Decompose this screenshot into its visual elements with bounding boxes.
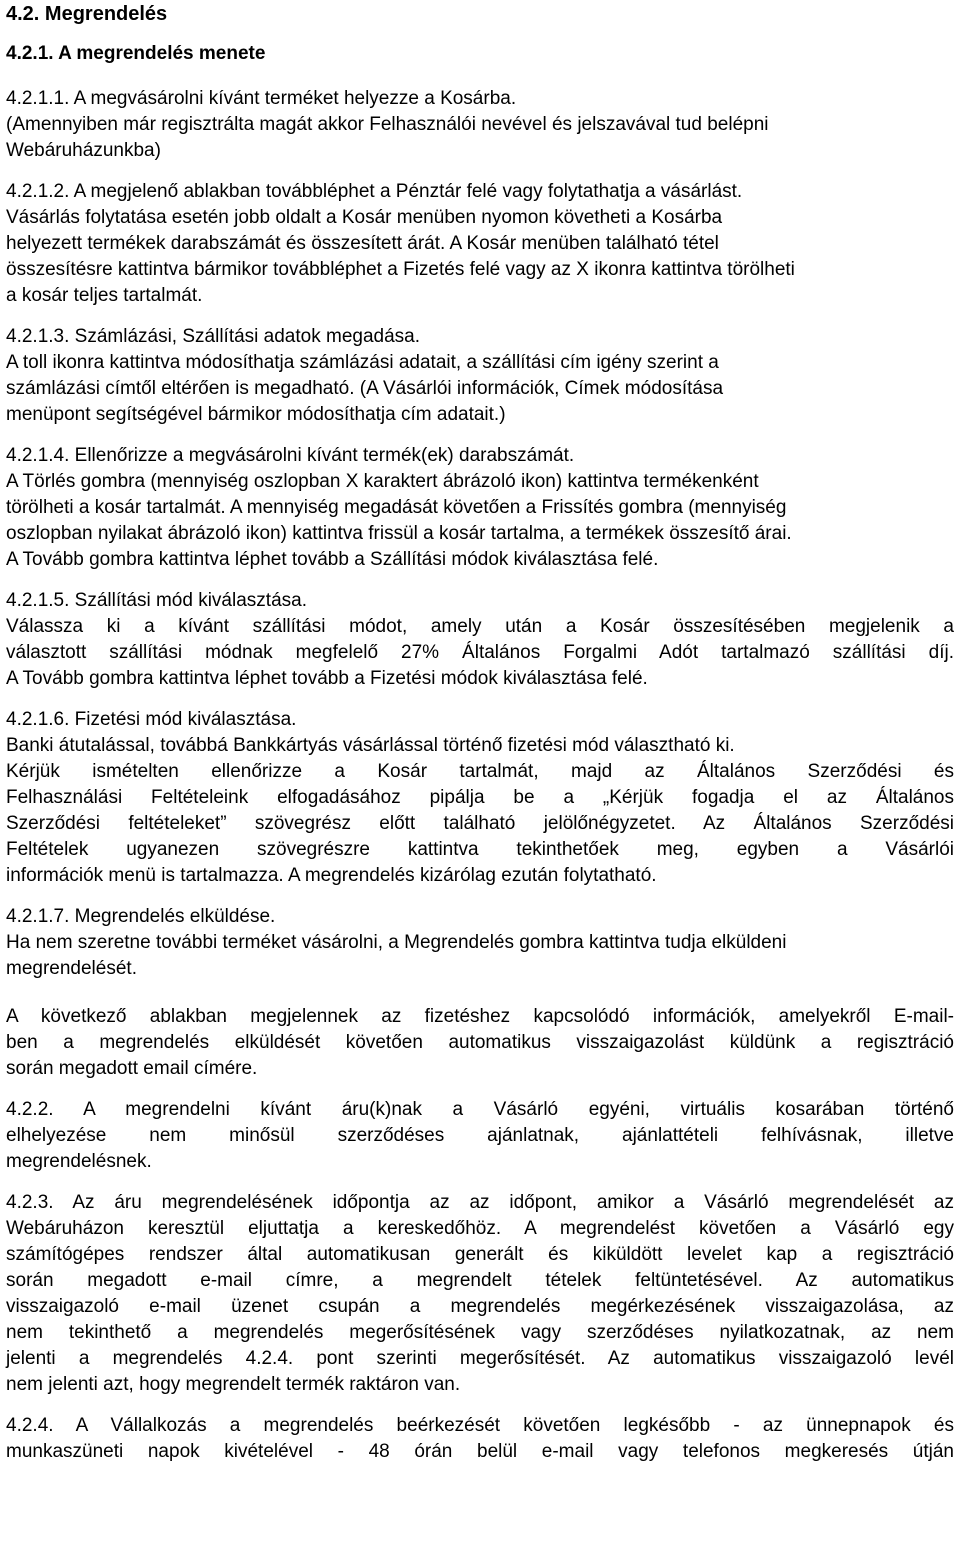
paragraph-line: számlázási címtől eltérően is megadható. (A Vásárlói információk, Címek módosítása [6,378,724,399]
paragraph-4-2-2 [6,1097,954,1175]
paragraph-line: során megadott e-mail címre, a megrendelt tételek feltüntetésével. Az automatikus [6,1270,954,1291]
paragraph-line: Szerződési feltételeket” szövegrész előtt található jelölőnégyzetet. Az Általános Szerződési [6,813,954,834]
paragraph-line: Banki átutalással, továbbá Bankkártyás vásárlással történő fizetési mód választható ki. [6,735,735,756]
paragraph-4-2-1-2 [6,179,954,309]
paragraph-line: törölheti a kosár tartalmát. A mennyiség megadását követően a Frissítés gombra (mennyiség [6,497,787,518]
paragraph-line: Felhasználási Feltételeink elfogadásához pipálja be a „Kérjük fogadja el az Általános [6,787,954,808]
paragraph-line: 4.2.1.4. Ellenőrizze a megvásárolni kívánt termék(ek) darabszámát. [6,445,575,466]
paragraph-line: Kérjük ismételten ellenőrizze a Kosár tartalmát, majd az Általános Szerződési és [6,761,954,782]
paragraph-line: elhelyezése nem minősül szerződéses ajánlatnak, ajánlattételi felhívásnak, illetve [6,1125,954,1146]
paragraph-4-2-1-6 [6,707,954,889]
paragraph-line: A következő ablakban megjelennek az fizetéshez kapcsolódó információk, amelyekről E-mail- [6,1006,954,1027]
paragraph-line: jelenti a megrendelés 4.2.4. pont szerinti megerősítését. Az automatikus visszaigazoló levél [6,1348,954,1369]
paragraph-line: 4.2.1.2. A megjelenő ablakban továbbléphet a Pénztár felé vagy folytathatja a vásárlást. [6,181,743,202]
paragraph-line: A Tovább gombra kattintva léphet tovább a Szállítási módok kiválasztása felé. [6,549,659,570]
paragraph-line: nem tekinthető a megrendelés megerősítésének vagy szerződéses nyilatkozatnak, az nem [6,1322,954,1343]
paragraph-line: 4.2.2. A megrendelni kívánt áru(k)nak a Vásárló egyéni, virtuális kosarában történő [6,1099,954,1120]
paragraph-line: 4.2.1.3. Számlázási, Szállítási adatok megadása. [6,326,421,347]
paragraph-line: 4.2.1.5. Szállítási mód kiválasztása. [6,590,307,611]
paragraph-line: 4.2.1.6. Fizetési mód kiválasztása. [6,709,297,730]
paragraph-line: összesítésre kattintva bármikor továbbléphet a Fizetés felé vagy az X ikonra kattintva törölheti [6,259,795,280]
paragraph-line: megrendelését. [6,958,137,979]
paragraph-line: A Tovább gombra kattintva léphet tovább a Fizetési módok kiválasztása felé. [6,668,648,689]
paragraph-4-2-1-1 [6,86,954,164]
paragraph-line: a kosár teljes tartalmát. [6,285,203,306]
subsection-title: 4.2.1. A megrendelés menete [6,43,266,64]
paragraph-line: információk menü is tartalmazza. A megrendelés kizárólag ezután folytatható. [6,865,657,886]
paragraph-line: munkaszüneti napok kivételével - 48 órán belül e-mail vagy telefonos megkeresés útján [6,1441,954,1462]
paragraph-line: során megadott email címére. [6,1058,258,1079]
paragraph-4-2-3 [6,1190,954,1398]
paragraph-4-2-1-7 [6,904,954,982]
section-title: 4.2. Megrendelés [6,3,168,25]
paragraph-line: megrendelésnek. [6,1151,152,1172]
paragraph-line: menüpont segítségével bármikor módosíthatja cím adatait.) [6,404,506,425]
paragraph-line: 4.2.3. Az áru megrendelésének időpontja az az időpont, amikor a Vásárló megrendelését az [6,1192,954,1213]
paragraph-line: 4.2.4. A Vállalkozás a megrendelés beérkezését követően legkésőbb - az ünnepnapok és [6,1415,954,1436]
paragraph-line: Webáruházon keresztül eljuttatja a kereskedőhöz. A megrendelést követően a Vásárló egy [6,1218,954,1239]
paragraph-line: Válassza ki a kívánt szállítási módot, amely után a Kosár összesítésében megjelenik a [6,616,954,637]
paragraph-line: A toll ikonra kattintva módosíthatja számlázási adatait, a szállítási cím igény szerint a [6,352,719,373]
paragraph-4-2-1-4 [6,443,954,573]
document-page [6,0,954,1465]
paragraph-line: Webáruházunkba) [6,140,161,161]
paragraph-line: Vásárlás folytatása esetén jobb oldalt a Kosár menüben nyomon követheti a Kosárba [6,207,723,228]
paragraph-line: visszaigazoló e-mail üzenet csupán a megrendelés megérkezésének visszaigazolása, az [6,1296,954,1317]
paragraph-line: számítógépes rendszer által automatikusan generált és kiküldött levelet kap a regisztráció [6,1244,954,1265]
paragraph-line: 4.2.1.1. A megvásárolni kívánt terméket helyezze a Kosárba. [6,88,517,109]
paragraph-line: (Amennyiben már regisztrálta magát akkor Felhasználói nevével és jelszavával tud belépni [6,114,769,135]
paragraph-line: helyezett termékek darabszámát és összesített árát. A Kosár menüben található tétel [6,233,719,254]
paragraph-4-2-1-5 [6,588,954,692]
paragraph-line: Feltételek ugyanezen szövegrészre kattintva tekinthetőek meg, egyben a Vásárlói [6,839,954,860]
paragraph-line: választott szállítási módnak megfelelő 27% Általános Forgalmi Adót tartalmazó szállítási díj. [6,642,954,663]
paragraph-line: A Törlés gombra (mennyiség oszlopban X karaktert ábrázoló ikon) kattintva termékenként [6,471,759,492]
paragraph-next-window [6,1004,954,1082]
paragraph-line: 4.2.1.7. Megrendelés elküldése. [6,906,276,927]
paragraph-line: oszlopban nyilakat ábrázoló ikon) kattintva frissül a kosár tartalma, a termékek összesítő árai. [6,523,792,544]
paragraph-4-2-4 [6,1413,954,1465]
paragraph-4-2-1-3 [6,324,954,428]
paragraph-line: nem jelenti azt, hogy megrendelt termék raktáron van. [6,1374,461,1395]
paragraph-line: ben a megrendelés elküldését követően automatikus visszaigazolást küldünk a regisztráció [6,1032,954,1053]
paragraph-line: Ha nem szeretne további terméket vásárolni, a Megrendelés gombra kattintva tudja elküldeni [6,932,787,953]
